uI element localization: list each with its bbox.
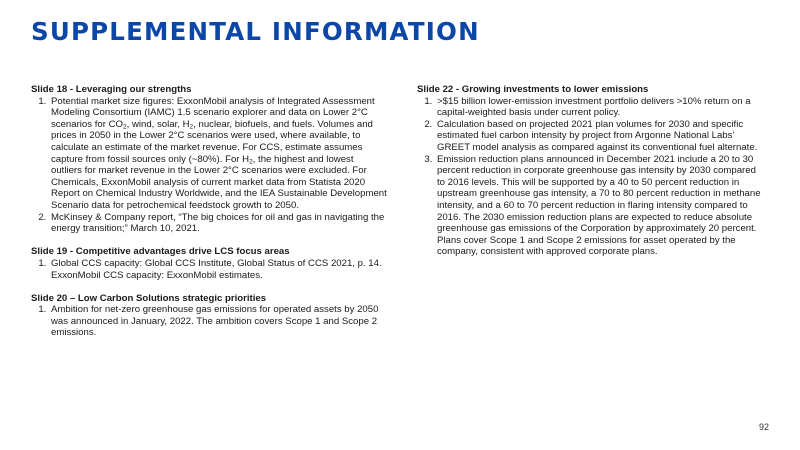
slide-18-item-1 [49,96,387,212]
slide-18-item-1-text-c: , nuclear, biofuels, and fuels. Volumes and prices in 2050 in the Lower 2°C scenarios were used, where available, to calculate an estimate of the market revenue. For CCS, estimate assumes capture from fossil sources only (~80%). For H [51,118,373,165]
slide-19-item-1: 1. Global CCS capacity: Global CCS Institute, Global Status of CCS 2021, p. 14. ExxonMobil CCS capacity: ExxonMobil estimates. [49,258,387,281]
slide-22-list [417,96,762,258]
subscript-2: 2 [249,158,253,166]
slide-18-item-2: 2. McKinsey & Company report, “The big choices for oil and gas in navigating the energy transition;” March 10, 2021. [49,212,387,235]
slide-18-list [31,96,387,235]
slide-19-heading: Slide 19 - Competitive advantages drive LCS focus areas [31,246,290,258]
page-title: SUPPLEMENTAL INFORMATION [31,17,480,46]
slide-22-item-3: 3. Emission reduction plans announced in December 2021 include a 20 to 30 percent reduction in corporate greenhouse gas intensity by 2030 compared to 2016 levels. This will be supported by a 40 to 50 percent reduction in upstream greenhouse gas intensity, a 70 to 80 percent reduction in methane intensity, and a 60 to 70 percent reduction in flaring intensity compared to 2016. The 2030 emission reduction plans are expected to reduce absolute greenhouse gas emissions of the Corporation by approximately 20 percent. Plans cover Scope 1 and Scope 2 emissions for asset operated by the company, consistent with approved corporate plans. [435,154,762,258]
slide-19-section [31,246,387,281]
subscript-2: 2 [189,123,194,131]
slide-22-section [417,84,762,258]
slide-22-item-1: 1. >$15 billion lower-emission investment portfolio delivers >10% return on a capital-weighted basis under current policy. [435,96,762,119]
slide-19-list [31,258,387,281]
slide-22-item-2: 2. Calculation based on projected 2021 plan volumes for 2030 and specific estimated fuel carbon intensity by project from Argonne National Labs’ GREET model analysis as compared against its conventional fuel alternate. [435,119,762,154]
slide-20-list [31,304,387,339]
page-number: 92 [758,422,769,432]
slide-20-item-1: 1. Ambition for net-zero greenhouse gas emissions for operated assets by 2050 was announced in January, 2022. The ambition covers Scope 1 and Scope 2 emissions. [49,304,387,339]
slide-18-item-1-text-b: , wind, solar, H [126,118,190,130]
slide-20-heading: Slide 20 – Low Carbon Solutions strategic priorities [31,292,267,304]
right-column [417,84,762,270]
slide-18-heading: Slide 18 - Leveraging our strengths [31,84,192,95]
subscript-2: 2 [122,123,127,131]
slide-18-item-1-text-d: , the highest and lowest outliers for market revenue in the Lower 2°C scenarios were excluded. For Chemicals, ExxonMobil analysis of current market data from Statista 2020 Report on Chemical Industry Worldwide, and the IEA Sustainable Development Scenario data for petrochemical feedstock growth to 2050. [51,153,387,211]
slide-22-heading: Slide 22 - Growing investments to lower emissions [417,84,649,95]
slide-18-section [31,84,387,235]
slide-20-section [31,293,387,339]
left-column [31,84,387,351]
slide-18-item-1-text-a: Potential market size figures: ExxonMobil analysis of Integrated Assessment Modeling Consortium (IAMC) 1.5 scenario explorer and data on Lower 2°C scenarios for CO [51,95,375,130]
